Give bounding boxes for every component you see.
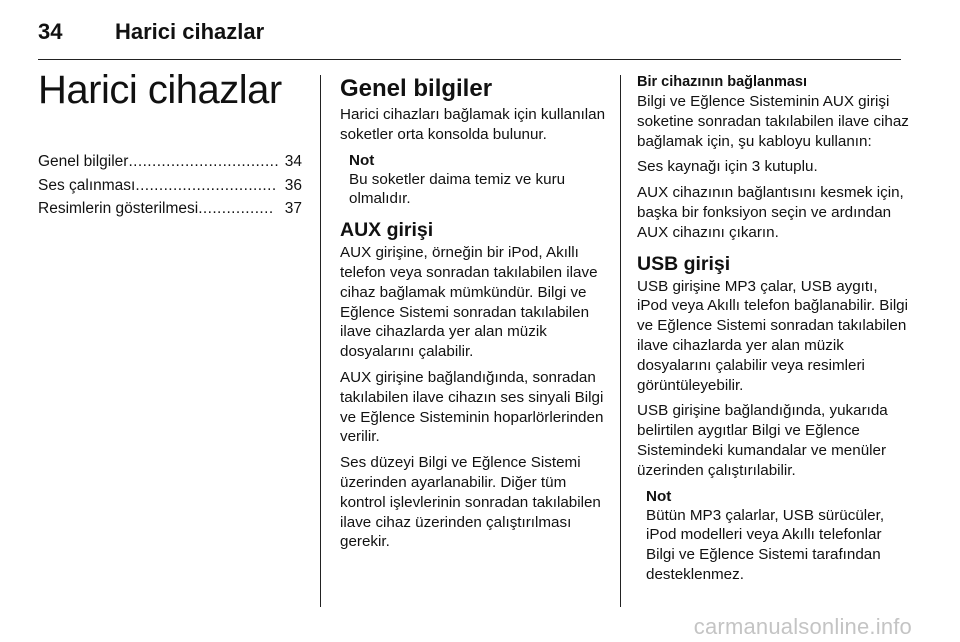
chapter-title: Harici cihazlar bbox=[38, 68, 282, 112]
toc-entry-ses-calinmasi[interactable] bbox=[38, 174, 302, 198]
page-number: 34 bbox=[38, 19, 63, 44]
toc-entry-page: 37 bbox=[284, 200, 302, 217]
connect-paragraph-1: Bilgi ve Eğlence Sisteminin AUX girişi soketine sonradan takılabilen ilave cihaz bağlamak için, şu kabloyu kullanın: bbox=[637, 93, 909, 150]
table-of-contents bbox=[38, 150, 302, 221]
section-heading-usb: USB girişi bbox=[637, 252, 731, 275]
note-title: Not bbox=[349, 151, 375, 169]
toc-leader-dots: .............................. bbox=[135, 176, 277, 194]
aux-paragraph-2: AUX girişine bağlandığında, sonradan takılabilen ilave cihazın ses sinyali Bilgi ve Eğlence Sisteminin hoparlörlerinden verilir. bbox=[340, 368, 604, 446]
watermark: carmanualsonline.info bbox=[693, 614, 912, 639]
toc-entry-resimlerin-gosterilmesi[interactable] bbox=[38, 197, 302, 221]
column-divider bbox=[320, 75, 321, 607]
toc-entry-page: 36 bbox=[284, 176, 302, 194]
toc-entry-genel-bilgiler[interactable] bbox=[38, 150, 302, 174]
section-heading-aux: AUX girişi bbox=[340, 219, 434, 242]
toc-leader-dots: ................ bbox=[198, 200, 274, 217]
aux-paragraph-1: AUX girişine, örneğin bir iPod, Akıllı telefon veya sonradan takılabilen ilave cihaz bağlamak mümkündür. Bilgi ve Eğlence Sistemi sonradan takılabilen ilave cihazlarda yer alan müzik dosyalarını çalabilir. bbox=[340, 244, 598, 361]
header-divider bbox=[38, 59, 901, 60]
usb-paragraph-1: USB girişine MP3 çalar, USB aygıtı, iPod veya Akıllı telefon bağlanabilir. Bilgi ve Eğlence Sistemi sonradan takılabilen ilave cihazlarda yer alan müzik dosyalarını çalabilir veya resimleri görüntüleyebilir. bbox=[637, 277, 909, 394]
connect-paragraph-3: AUX cihazının bağlantısını kesmek için, başka bir fonksiyon seçin ve ardından AUX cihazını çıkarın. bbox=[637, 184, 904, 241]
middle-column bbox=[340, 73, 608, 558]
note-box bbox=[340, 151, 608, 210]
running-title: Harici cihazlar bbox=[115, 19, 265, 44]
toc-entry-label: Resimlerin gösterilmesi bbox=[38, 200, 199, 217]
intro-paragraph: Harici cihazları bağlamak için kullanılan soketler orta konsolda bulunur. bbox=[340, 106, 606, 143]
usb-paragraph-2: USB girişine bağlandığında, yukarıda belirtilen aygıtlar Bilgi ve Eğlence Sistemindeki kumandalar ve menüler üzerinden çalıştırılabilir. bbox=[637, 402, 888, 479]
connect-paragraph-2: Ses kaynağı için 3 kutuplu. bbox=[637, 158, 818, 176]
note-box bbox=[637, 487, 909, 585]
right-column bbox=[637, 73, 909, 591]
column-divider bbox=[620, 75, 621, 607]
toc-entry-label: Ses çalınması bbox=[38, 176, 136, 194]
note-text: Bütün MP3 çalarlar, USB sürücüler, iPod modelleri veya Akıllı telefonlar Bilgi ve Eğlence Sistemi tarafından desteklenmez. bbox=[646, 506, 885, 583]
note-text: Bu soketler daima temiz ve kuru olmalıdır. bbox=[349, 170, 566, 208]
toc-entry-label: Genel bilgiler bbox=[38, 153, 129, 170]
toc-leader-dots: ................................ bbox=[128, 153, 280, 170]
aux-paragraph-3: Ses düzeyi Bilgi ve Eğlence Sistemi üzerinden ayarlanabilir. Diğer tüm kontrol işlevlerinin sonradan takılabilen ilave cihaz üzerinden çalıştırılması gerekir. bbox=[340, 454, 601, 551]
note-title: Not bbox=[646, 487, 672, 505]
toc-entry-page: 34 bbox=[284, 153, 302, 170]
section-heading-genel-bilgiler: Genel bilgiler bbox=[340, 75, 493, 102]
subheading-connect-device: Bir cihazının bağlanması bbox=[637, 74, 808, 90]
